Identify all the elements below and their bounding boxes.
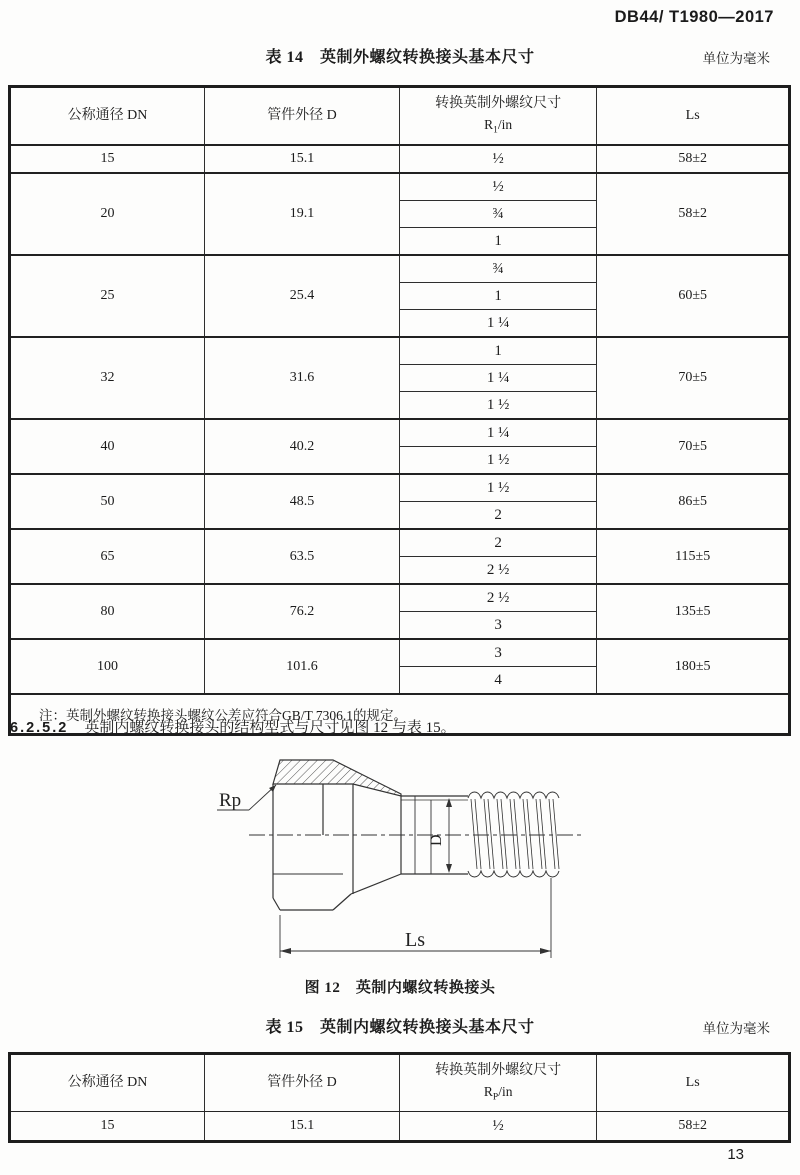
- table-row: [10, 639, 790, 667]
- cell-dn: 40: [10, 419, 205, 474]
- cell-thread: 1 ¼: [400, 310, 597, 338]
- corrugated-pipe: [468, 792, 559, 877]
- table-row: [10, 255, 790, 283]
- table15-th-thread-title: 转换英制外螺纹尺寸: [435, 1063, 562, 1079]
- cell-thread: 1 ½: [400, 447, 597, 475]
- table-row: [10, 419, 790, 447]
- table15-th-d: 管件外径 D: [205, 1054, 400, 1112]
- table15: [8, 1052, 791, 1143]
- cell-thread: 1: [400, 283, 597, 310]
- cell-d: 63.5: [205, 529, 400, 584]
- d-label: D: [428, 834, 445, 846]
- cell-thread: 1: [400, 337, 597, 365]
- cell-thread: ¾: [400, 255, 597, 283]
- table15-caption-row: [0, 1014, 800, 1037]
- table14-th-d: 管件外径 D: [205, 87, 400, 146]
- cell-d: 15.1: [205, 145, 400, 173]
- cell-d: 31.6: [205, 337, 400, 419]
- table15-th-dn: 公称通径 DN: [10, 1054, 205, 1112]
- cell-dn: 15: [10, 1112, 205, 1142]
- cell-d: 76.2: [205, 584, 400, 639]
- cell-ls: 70±5: [597, 337, 790, 419]
- cell-d: 19.1: [205, 173, 400, 255]
- table14-header-row: [10, 87, 790, 146]
- cell-thread: ½: [400, 1112, 597, 1142]
- cell-d: 48.5: [205, 474, 400, 529]
- table-row: [10, 1112, 790, 1142]
- table-row: [10, 145, 790, 173]
- cell-d: 15.1: [205, 1112, 400, 1142]
- hex-body: [273, 835, 401, 910]
- cell-ls: 60±5: [597, 255, 790, 337]
- cell-thread: 1 ½: [400, 392, 597, 420]
- table15-header-row: [10, 1054, 790, 1112]
- d-dimension: [446, 798, 452, 873]
- cell-ls: 70±5: [597, 419, 790, 474]
- table15-th-thread: [400, 1054, 597, 1112]
- cell-ls: 58±2: [597, 145, 790, 173]
- table14-th-dn: 公称通径 DN: [10, 87, 205, 146]
- cell-dn: 20: [10, 173, 205, 255]
- cell-thread: ½: [400, 173, 597, 201]
- table14-note: 注：英制外螺纹转换接头螺纹公差应符合GB/T 7306.1的规定。: [10, 694, 790, 735]
- ls-label: Ls: [405, 929, 425, 951]
- cell-thread: ¾: [400, 201, 597, 228]
- rp-label: Rp: [219, 790, 242, 811]
- table14-title: 表 14 英制外螺纹转换接头基本尺寸: [265, 49, 535, 66]
- cell-thread: 2 ½: [400, 557, 597, 585]
- cell-thread: 1 ¼: [400, 419, 597, 447]
- cell-thread: ½: [400, 145, 597, 173]
- cell-ls: 115±5: [597, 529, 790, 584]
- table-row: [10, 173, 790, 201]
- cell-ls: 180±5: [597, 639, 790, 694]
- cell-dn: 50: [10, 474, 205, 529]
- cell-ls: 86±5: [597, 474, 790, 529]
- table15-title: 表 15 英制内螺纹转换接头基本尺寸: [265, 1019, 535, 1036]
- table14-caption-row: [0, 44, 800, 67]
- cell-d: 101.6: [205, 639, 400, 694]
- table14-th-thread-symbol: $R_1/in$: [484, 117, 513, 136]
- cell-ls: 135±5: [597, 584, 790, 639]
- standard-number: DB44/ T1980—2017: [614, 8, 774, 26]
- table15-th-thread-symbol: $R_P/in$: [483, 1084, 513, 1103]
- cell-ls: 58±2: [597, 173, 790, 255]
- cell-dn: 25: [10, 255, 205, 337]
- table-row: [10, 337, 790, 365]
- cell-dn: 65: [10, 529, 205, 584]
- cell-dn: 100: [10, 639, 205, 694]
- cell-dn: 80: [10, 584, 205, 639]
- table14-th-ls: Ls: [597, 87, 790, 146]
- figure12-caption: 图 12 英制内螺纹转换接头: [304, 980, 496, 996]
- cell-thread: 1 ½: [400, 474, 597, 502]
- cell-thread: 2 ½: [400, 584, 597, 612]
- table14-th-thread: [400, 87, 597, 146]
- figure-12-drawing: [183, 750, 588, 968]
- cell-thread: 2: [400, 502, 597, 530]
- cell-thread: 2: [400, 529, 597, 557]
- table-row: [10, 584, 790, 612]
- clause-text: 英制内螺纹转换接头的结构型式与尺寸见图 12 与表 15。: [84, 720, 456, 736]
- page-number: 13: [727, 1146, 744, 1163]
- table-row: [10, 474, 790, 502]
- cell-thread: 3: [400, 612, 597, 640]
- clause-6252: [10, 716, 456, 737]
- cell-thread: 1: [400, 228, 597, 256]
- cell-ls: 58±2: [597, 1112, 790, 1142]
- cell-thread: 3: [400, 639, 597, 667]
- cell-d: 25.4: [205, 255, 400, 337]
- cell-d: 40.2: [205, 419, 400, 474]
- clause-number: 6.2.5.2: [10, 720, 69, 736]
- cell-thread: 1 ¼: [400, 365, 597, 392]
- table14-unit-label: 单位为毫米: [702, 51, 770, 66]
- table15-unit-label: 单位为毫米: [702, 1021, 770, 1036]
- table15-th-ls: Ls: [597, 1054, 790, 1112]
- fitting-drawing: [183, 750, 588, 968]
- table-row: [10, 529, 790, 557]
- cell-dn: 15: [10, 145, 205, 173]
- cell-thread: 4: [400, 667, 597, 695]
- hex-section-hatched: [273, 760, 401, 796]
- cell-dn: 32: [10, 337, 205, 419]
- table14: [8, 85, 791, 736]
- table14-th-thread-title: 转换英制外螺纹尺寸: [435, 96, 562, 112]
